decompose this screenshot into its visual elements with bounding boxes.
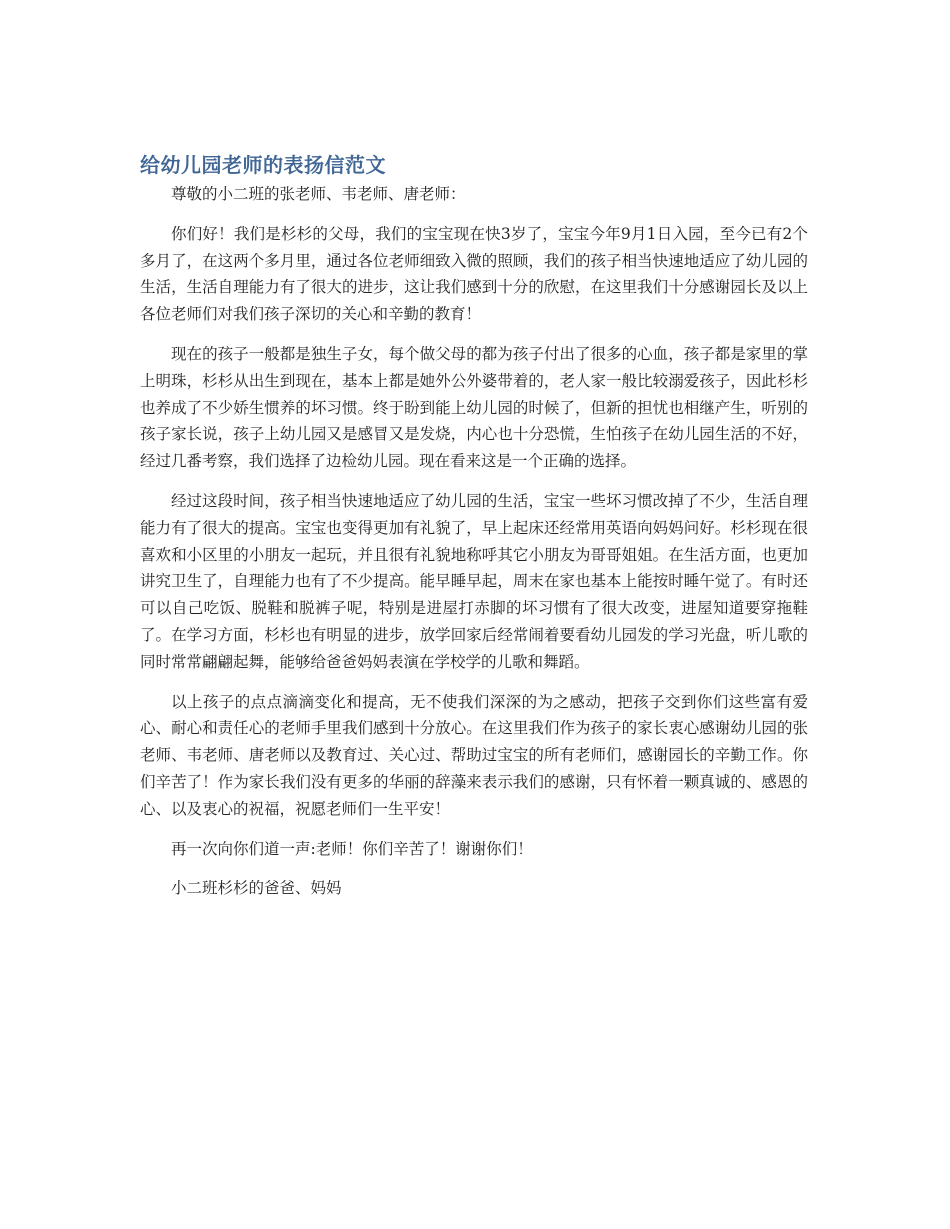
document-content (140, 150, 808, 902)
document-title: 给幼儿园老师的表扬信范文 (140, 153, 386, 177)
closing-line: 再一次向你们道一声:老师！你们辛苦了！谢谢你们！ (171, 839, 533, 858)
body-paragraph-progress: 经过这段时间，孩子相当快速地适应了幼儿园的生活，宝宝一些坏习惯改掉了不少，生活自理能力有了很大的提高。宝宝也变得更加有礼貌了，早上起床还经常用英语向妈妈问好。杉杉现在很喜欢和小区里的小朋友一起玩，并且很有礼貌地称呼其它小朋友为哥哥姐姐。在生活方面，也更加讲究卫生了，自理能力也有了不少提高。能早睡早起，周末在家也基本上能按时睡午觉了。有时还可以自己吃饭、脱鞋和脱裤子呢，特别是进屋打赤脚的坏习惯有了很大改变，进屋知道要穿拖鞋了。在学习方面，杉杉也有明显的进步，放学回家后经常闹着要看幼儿园发的学习光盘，听儿歌的同时常常翩翩起舞，能够给爸爸妈妈表演在学校学的儿歌和舞蹈。 (140, 491, 808, 671)
body-paragraph-thanks: 以上孩子的点点滴滴变化和提高，无不使我们深深的为之感动，把孩子交到你们这些富有爱心、耐心和责任心的老师手里我们感到十分放心。在这里我们作为孩子的家长衷心感谢幼儿园的张老师、韦老师、唐老师以及教育过、关心过、帮助过宝宝的所有老师们，感谢园长的辛勤工作。你们辛苦了！作为家长我们没有更多的华丽的辞藻来表示我们的感谢，只有怀着一颗真诚的、感恩的心、以及衷心的祝福，祝愿老师们一生平安！ (140, 692, 808, 818)
signature: 小二班杉杉的爸爸、妈妈 (171, 879, 342, 898)
salutation: 尊敬的小二班的张老师、韦老师、唐老师： (171, 185, 466, 203)
body-paragraph-background: 现在的孩子一般都是独生子女，每个做父母的都为孩子付出了很多的心血，孩子都是家里的掌上明珠，杉杉从出生到现在，基本上都是她外公外婆带着的，老人家一般比较溺爱孩子，因此杉杉也养成了不少娇生惯养的坏习惯。终于盼到能上幼儿园的时候了，但新的担忧也相继产生，听别的孩子家长说，孩子上幼儿园又是感冒又是发烧，内心也十分恐慌，生怕孩子在幼儿园生活的不好，经过几番考察，我们选择了边检幼儿园。现在看来这是一个正确的选择。 (140, 344, 808, 471)
body-paragraph-greeting: 你们好！我们是杉杉的父母，我们的宝宝现在快3岁了，宝宝今年9月1日入园，至今已有2个多月了，在这两个多月里，通过各位老师细致入微的照顾，我们的孩子相当快速地适应了幼儿园的生活，生活自理能力有了很大的进步，这让我们感到十分的欣慰，在这里我们十分感谢园长及以上各位老师们对我们孩子深切的关心和辛勤的教育！ (140, 224, 808, 324)
